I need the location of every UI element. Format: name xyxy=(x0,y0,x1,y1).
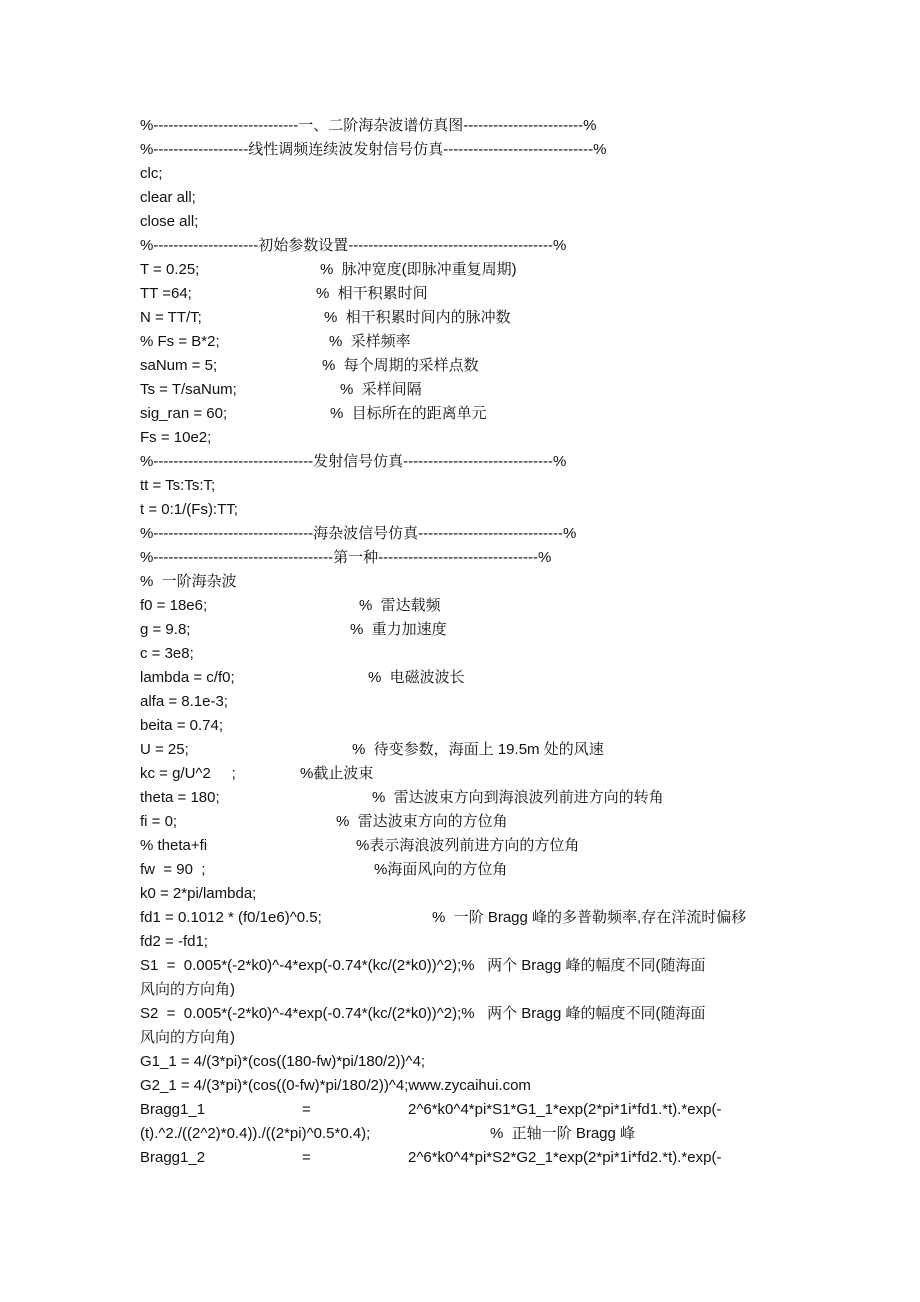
code-text: close all; xyxy=(140,213,199,230)
code-text: (t).^2./((2^2)*0.4))./((2*pi)^0.5*0.4); xyxy=(140,1125,371,1142)
code-text: Fs = 10e2; xyxy=(140,429,212,446)
code-line xyxy=(140,1122,790,1146)
code-comment: % 雷达波束方向到海浪波列前进方向的转角 xyxy=(372,789,664,806)
code-line xyxy=(140,306,790,330)
code-text: fd2 = -fd1; xyxy=(140,933,208,950)
code-line xyxy=(140,1098,790,1122)
code-line-separator xyxy=(140,234,790,258)
code-line xyxy=(140,834,790,858)
code-line xyxy=(140,786,790,810)
code-text: G2_1 = 4/(3*pi)*(cos((0-fw)*pi/180/2))^4;www.zycaihui.com xyxy=(140,1077,531,1094)
code-text: %---------------------初始参数设置-----------------------------------------% xyxy=(140,237,567,254)
code-text: S1 = 0.005*(-2*k0)^-4*exp(-0.74*(kc/(2*k0))^2);% 两个 Bragg 峰的幅度不同(随海面 xyxy=(140,957,706,974)
code-line xyxy=(140,594,790,618)
code-comment: % 相干积累时间内的脉冲数 xyxy=(324,309,511,326)
code-comment: % 雷达波束方向的方位角 xyxy=(336,813,508,830)
matlab-code-listing xyxy=(140,114,790,1170)
code-text: S2 = 0.005*(-2*k0)^-4*exp(-0.74*(kc/(2*k0))^2);% 两个 Bragg 峰的幅度不同(随海面 xyxy=(140,1005,706,1022)
code-line xyxy=(140,258,790,282)
code-line xyxy=(140,738,790,762)
code-comment: %截止波束 xyxy=(300,765,374,782)
code-text: 2^6*k0^4*pi*S1*G1_1*exp(2*pi*1i*fd1.*t).*exp(- xyxy=(408,1101,722,1118)
code-text: g = 9.8; xyxy=(140,621,191,638)
code-comment: % 雷达载频 xyxy=(359,597,441,614)
code-line xyxy=(140,810,790,834)
code-comment: % 正轴一阶 Bragg 峰 xyxy=(490,1125,636,1142)
code-line xyxy=(140,618,790,642)
code-text: Bragg1_1 xyxy=(140,1101,206,1118)
code-line xyxy=(140,690,790,714)
code-line xyxy=(140,642,790,666)
code-line xyxy=(140,858,790,882)
code-line xyxy=(140,954,790,978)
code-line xyxy=(140,426,790,450)
code-text: Bragg1_2 xyxy=(140,1149,206,1166)
code-line xyxy=(140,162,790,186)
code-text: %------------------------------------第一种--------------------------------% xyxy=(140,549,552,566)
code-line xyxy=(140,1026,790,1050)
code-line xyxy=(140,378,790,402)
code-line-separator xyxy=(140,522,790,546)
code-comment: % 目标所在的距离单元 xyxy=(330,405,487,422)
code-line xyxy=(140,1146,790,1170)
code-text: fw = 90 ; xyxy=(140,861,206,878)
code-comment: % 采样频率 xyxy=(329,333,411,350)
code-line-separator xyxy=(140,546,790,570)
code-line xyxy=(140,906,790,930)
code-line xyxy=(140,978,790,1002)
code-text: Ts = T/saNum; xyxy=(140,381,237,398)
code-text: clear all; xyxy=(140,189,196,206)
code-text: %-----------------------------一、二阶海杂波谱仿真图------------------------% xyxy=(140,117,597,134)
code-text: alfa = 8.1e-3; xyxy=(140,693,228,710)
code-line xyxy=(140,210,790,234)
code-operator: = xyxy=(302,1101,311,1118)
code-line xyxy=(140,282,790,306)
code-line xyxy=(140,762,790,786)
code-line xyxy=(140,882,790,906)
code-line xyxy=(140,570,790,594)
code-comment: % 脉冲宽度(即脉冲重复周期) xyxy=(320,261,517,278)
code-text: k0 = 2*pi/lambda; xyxy=(140,885,257,902)
code-text: %--------------------------------海杂波信号仿真-----------------------------% xyxy=(140,525,577,542)
code-line xyxy=(140,330,790,354)
code-line xyxy=(140,498,790,522)
code-comment: % 每个周期的采样点数 xyxy=(322,357,479,374)
code-text: beita = 0.74; xyxy=(140,717,223,734)
code-line xyxy=(140,354,790,378)
code-comment: % 相干积累时间 xyxy=(316,285,428,302)
code-text: T = 0.25; xyxy=(140,261,200,278)
code-comment: % 一阶 Bragg 峰的多普勒频率,存在洋流时偏移 xyxy=(432,909,747,926)
code-text: 2^6*k0^4*pi*S2*G2_1*exp(2*pi*1i*fd2.*t).*exp(- xyxy=(408,1149,722,1166)
code-text: N = TT/T; xyxy=(140,309,202,326)
code-line xyxy=(140,1002,790,1026)
code-text: f0 = 18e6; xyxy=(140,597,208,614)
code-line-separator xyxy=(140,114,790,138)
code-text: kc = g/U^2 ; xyxy=(140,765,236,782)
code-text: fi = 0; xyxy=(140,813,178,830)
code-text: %-------------------线性调频连续波发射信号仿真------------------------------% xyxy=(140,141,607,158)
code-text: sig_ran = 60; xyxy=(140,405,228,422)
code-text: TT =64; xyxy=(140,285,192,302)
code-text: clc; xyxy=(140,165,163,182)
code-text: % 一阶海杂波 xyxy=(140,573,237,590)
code-comment: % 采样间隔 xyxy=(340,381,422,398)
code-text: % theta+fi xyxy=(140,837,208,854)
code-comment: %海面风向的方位角 xyxy=(374,861,508,878)
code-text: %--------------------------------发射信号仿真------------------------------% xyxy=(140,453,567,470)
code-line xyxy=(140,666,790,690)
code-operator: = xyxy=(302,1149,311,1166)
code-line xyxy=(140,930,790,954)
code-line-separator xyxy=(140,450,790,474)
code-line xyxy=(140,474,790,498)
code-line xyxy=(140,1050,790,1074)
code-text: saNum = 5; xyxy=(140,357,218,374)
code-comment: % 待变参数，海面上 19.5m 处的风速 xyxy=(352,741,604,758)
code-text: c = 3e8; xyxy=(140,645,194,662)
code-line xyxy=(140,186,790,210)
code-comment: %表示海浪波列前进方向的方位角 xyxy=(356,837,580,854)
code-line-separator xyxy=(140,138,790,162)
code-text: fd1 = 0.1012 * (f0/1e6)^0.5; xyxy=(140,909,322,926)
code-text: 风向的方向角) xyxy=(140,981,235,998)
code-text: t = 0:1/(Fs):TT; xyxy=(140,501,238,518)
code-comment: % 重力加速度 xyxy=(350,621,447,638)
code-text: U = 25; xyxy=(140,741,189,758)
code-comment: % 电磁波波长 xyxy=(368,669,465,686)
code-text: % Fs = B*2; xyxy=(140,333,220,350)
code-line xyxy=(140,402,790,426)
code-text: tt = Ts:Ts:T; xyxy=(140,477,216,494)
code-line xyxy=(140,1074,790,1098)
code-text: 风向的方向角) xyxy=(140,1029,235,1046)
code-text: lambda = c/f0; xyxy=(140,669,235,686)
code-line xyxy=(140,714,790,738)
code-text: G1_1 = 4/(3*pi)*(cos((180-fw)*pi/180/2))^4; xyxy=(140,1053,426,1070)
code-text: theta = 180; xyxy=(140,789,220,806)
